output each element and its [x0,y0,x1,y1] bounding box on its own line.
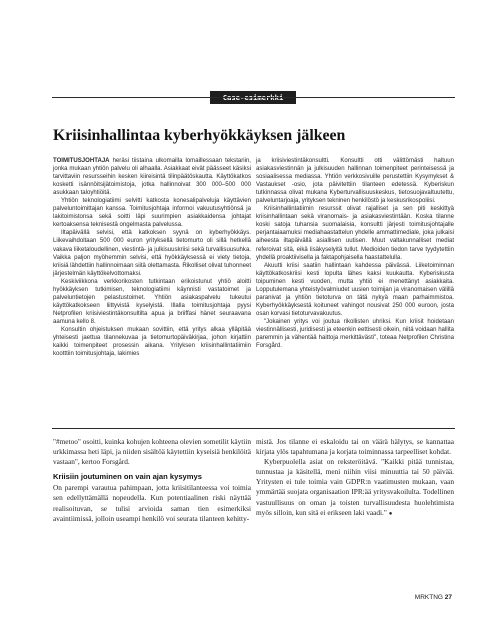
continuation-paragraph: mistä. Jos tilanne ei eskaloidu tai on väärä hälytys, se kannattaa kirjata ylös tapahtumana ja korjata toiminnassa tarpeelliset kohdat. [256,437,454,457]
article-paragraph: Kriisinhallintatiimin resurssit olivat rajalliset ja sen piti keskittyä kriisinhallintaan sekä viranomais- ja asiakasviestintään. Koska tilanne koski satoja tuhansia suomalaisia, konsultti järjesti toimitusjohtajalle perjantaiaamuksi mediahaastattelun yhdelle ammattimediale, joka julkaisi aiheesta iltapäivällä asiallisen uutisen. Muut valtakunnalliset mediat referoivat sitä, eikä lisäkyselyitä tullut. Medioiden tiedon tarve tyydytettiin yhdellä proaktiivisella ja faktapohjaisella haastattelulla. [256,206,454,261]
continuation-column-right [256,437,454,519]
article-column-right [256,157,454,350]
article-paragraph: ja kriisiviestintäkonsultti. Konsultti otti välittömästi haltuun asiakasviestinnän ja julkisuuden hallinnan toimenpiteet perinteisessä ja sosiaalisessa mediassa. Yhtiön verkkosivuille perustettiin Kysymykset & Vastaukset -osio, jota päivitettiin tilanteen edetessä. Kyberiskun tutkinnassa olivat mukana Kyberturvallisuuskeskus, tietosuojavaltuutettu, palveluntarjoaja, yrityksen tekninen henkilöstö ja keskusrikospoliisi. [256,158,454,205]
paragraph-text: heräsi tiistaina ulkomailla lomaillessaan tekstariin, jonka mukaan yhtiön palvelu oli alhaalla. Asiakkaat eivät päässeet käsiksi tarvittaviin resursseihin kesken kiireisintä tilinpäätöskautta. Käyttökatkos kosketti isännöitsijätoimistoja, jotka hallinnoivat 300 000–500 000 asukkaan taloyhtiöitä. [53,158,251,197]
paragraph-text: Kyberpuolella asiat on reksteröitävä. "Kaikki pitää tunnistaa, tunnustaa ja käsitellä, meni niihin viisi minuuttia tai 50 päivää. Yritysten ei tule toimia vain GDPR:n vaatimusten mukaan, vaan ymmärtää suojata organisaation IPR:ää yritysvakoilulta. Todellinen vastuullisuus on oman ja toisten turvallisuudesta huolehtimista myös silloin, kun sitä ei erikseen laki vaadi." [256,457,454,517]
section-divider [52,428,455,429]
article-paragraph: Iltapäivällä selvisi, että katkoksen syynä on kyberhyökkäys. Liikevaihdoltaan 500 000 euron yrityksellä tietomurto oli sillä hetkellä vakava liiketaloudellinen, viestintä- ja julkisuuskriisi sekä turvallisuusuhka. Vaikka paljon myöhemmin selvisi, että hyökkäyksessä ei viety tietoja, kriisiä lähdettiin hallinnoimaan siitä olettamasta. Rikolliset olivat tuhonneet järjestelmän käyttökelvottomaksi. [53,230,251,277]
article-paragraph: Yhtiön teknologiatiimi selvitti katkosta konesalipalveluja käyttävien palveluntoimittajan kanssa. Toimitusjohtaja informoi vakuutusyhtiönsä ja lakitoimistonsa sekä soitti läpi suurimpien asiakkaidensa johtajat kertoaksensa teknisestä ongelmasta palvelussa. [53,198,251,229]
continuation-paragraph: On parempi varautua pahimpaan, jotta kriisitilanteessa voi toimia sen edellyttämällä nopeudella. Kun potentiaalinen riski näyttää realisoituvan, se tulisi arvioida saman tien esimerkiksi avaintiimissä, jolloin useampi henkilö voi seurata tilanteen kehitty- [53,483,251,523]
lead-word: TOIMITUSJOHTAJA [53,158,110,164]
continuation-column-left [53,437,251,524]
article-column-left [53,157,251,358]
article-paragraph: Keskiviikkona verkkorikosten tutkintaan erikoistunut yhtiö aloitti hyökkäyksen tutkimisen, teknologiatiimi käynnisti vastatoimet ja palveluntietojen pelastustoimet. Yhtiön asiakaspalvelu tukeutui käyttökatkokseen liittyvistä kyselyistä. Illalla toimitusjohtaja pyysi Netprofilen kriisiviestintäkonsultilta apua ja briiffasi hänet seuraavana aamuna kello 8. [53,278,251,325]
article-paragraph [53,157,251,197]
top-rule [52,97,455,98]
section-subheading: Kriisiin joutuminen on vain ajan kysymys [53,472,202,482]
page-number: 27 [444,594,452,601]
end-mark-icon: ● [388,510,393,517]
magazine-name: MRKTNG [414,594,443,601]
page-folio [415,594,452,601]
article-headline: Kriisinhallintaa kyberhyökkäyksen jälkeen [53,127,346,144]
article-paragraph: Akuutti kriisi saatiin hallintaan kahdessa päivässä. Liiketoiminnan käyttökatkoskriisi kesti lopulta lähes kaksi kuukautta. Kyberiskusta toipuminen kesti vuoden, mutta yhtiö ei menettänyt asiakkaita. Lopputulemana yhteistyövalmiudet uusien toimijan ja viranomaisen välillä paranivat ja yhtiön tietoturva on tätä nykyä maan parhaimmistoa. Kyberhyökkäyksestä koituneet vahingot nousivat 250 000 euroon, josta osan korvasi tietoturvavakuutus. [256,262,454,317]
article-paragraph: "Jokainen yritys voi joutua rikollisten uhriksi. Kun kriisit hoidetaan viestinnällisesti, juridisesti ja eteenkin eettisesti oikein, niitä voidaan hallita paremmin ja vähentää haittoja merkittävästi", toteaa Netprofilen Christina Forsgård. [256,318,454,350]
article-paragraph: Konsultin ohjeistuksen mukaan sovittiin, että yritys alkaa ylläpitää yhteisesti jaettua tilannekuvaa ja tietomurtopäiväkirjaa, johon kirjattiin kaikki toimenpiteet prosessin aikana. Yrityksen kriisinhallintatiimiin kootttiin toimitusjohtaja, lakimies [53,326,251,358]
continuation-paragraph: "#metoo" osoitti, kuinka kohujen kohteena olevien sometilit käytiin urkkimassa heti läpi, ja niiden sisältöä käytettiin kyseisiä henkilöitä vastaan", kertoo Forsgård. [53,437,251,467]
continuation-paragraph [256,457,454,519]
